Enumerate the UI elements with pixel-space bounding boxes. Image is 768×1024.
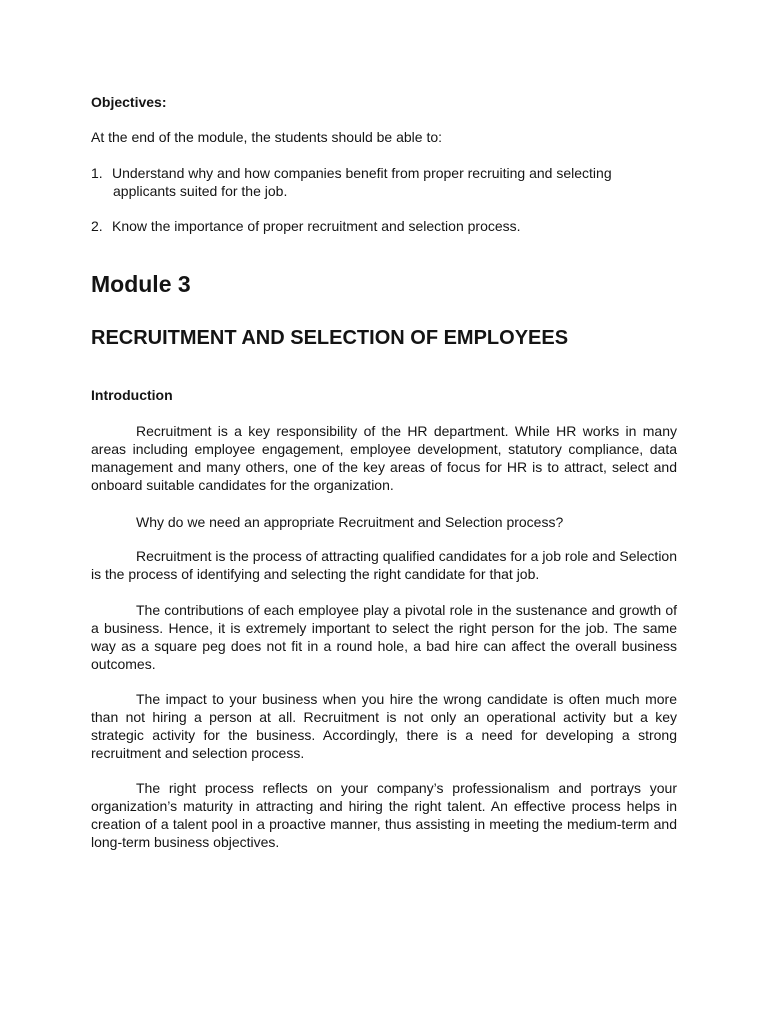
intro-paragraph-5: The impact to your business when you hire the wrong candidate is often much more than not hiring a person at all. Recruitment is not only an operational activity but a key strategic activity for the business. Accordingly, there is a need for developing a strong recruitment and selection process. [91,691,677,761]
objective-item-2 [91,218,677,236]
introduction-heading: Introduction [91,387,173,403]
objective-text-line1: Know the importance of proper recruitment and selection process. [112,218,521,234]
intro-paragraph-6: The right process reflects on your company’s professionalism and portrays your organization’s maturity in attracting and hiring the right talent. An effective process helps in creation of a talent pool in a proactive manner, thus assisting in meeting the medium-term and long-term business objectives. [91,780,677,850]
objective-text-line1: Understand why and how companies benefit from proper recruiting and selecting [112,165,612,181]
objective-text-line2: applicants suited for the job. [113,182,288,199]
module-title: Module 3 [91,271,191,297]
objectives-heading: Objectives: [91,94,167,110]
intro-paragraph-4: The contributions of each employee play a pivotal role in the sustenance and growth of a business. Hence, it is extremely important to select the right person for the job. The same way as a square peg does not fit in a round hole, a bad hire can affect the overall business outcomes. [91,602,677,672]
intro-paragraph-3: Recruitment is the process of attracting qualified candidates for a job role and Selection is the process of identifying and selecting the right candidate for that job. [91,548,677,582]
objective-number: 1. [91,165,103,181]
module-subtitle: RECRUITMENT AND SELECTION OF EMPLOYEES [91,327,569,349]
intro-paragraph-1: Recruitment is a key responsibility of the HR department. While HR works in many areas including employee engagement, employee development, statutory compliance, data management and many others, one of the key areas of focus for HR is to attract, select and onboard suitable candidates for the organization. [91,423,677,493]
objective-item-1 [91,165,677,200]
objective-number: 2. [91,218,103,234]
objectives-intro: At the end of the module, the students should be able to: [91,129,443,145]
intro-paragraph-2: Why do we need an appropriate Recruitment and Selection process? [136,514,564,530]
